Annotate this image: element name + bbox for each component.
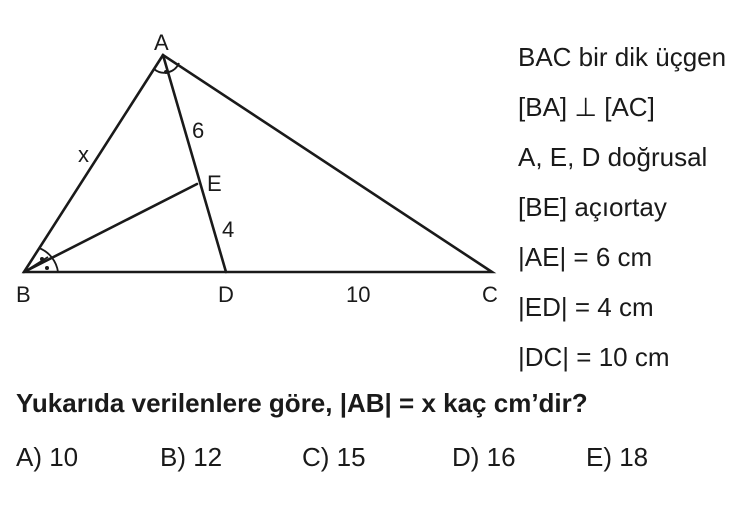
choice-b[interactable]: B) 12 [160,442,223,472]
label-segment-ae: 6 [192,118,205,143]
angle-dot-b1 [40,257,44,261]
label-point-b: B [16,282,31,307]
choice-a[interactable]: A) 10 [16,442,79,472]
given-item: [BE] açıortay [518,192,667,222]
givens-list [518,32,726,382]
label-segment-ed: 4 [222,217,235,242]
answer-choices [16,442,736,478]
question-text: Yukarıda verilenlere göre, |AB| = x kaç cm’dir? [16,388,588,418]
choice-e[interactable]: E) 18 [586,442,649,472]
label-segment-dc: 10 [346,282,371,307]
label-point-d: D [218,282,234,307]
segment-ad [163,55,226,272]
triangle-abc [24,55,492,272]
choice-c[interactable]: C) 15 [302,442,366,472]
angle-dot-a [164,70,168,74]
given-item: A, E, D doğrusal [518,142,708,172]
angle-dot-b2 [45,266,49,270]
given-item: |ED| = 4 cm [518,292,654,322]
given-item: BAC bir dik üçgen [518,42,727,72]
given-item: [BA] ⊥ [AC] [518,92,655,122]
label-point-a: A [154,30,169,55]
bisector-be [24,184,197,272]
label-point-c: C [482,282,498,307]
label-segment-ab: x [78,142,89,167]
given-item: |DC| = 10 cm [518,342,670,372]
triangle-figure [0,0,510,320]
choice-d[interactable]: D) 16 [452,442,516,472]
given-item: |AE| = 6 cm [518,242,653,272]
label-point-e: E [207,171,222,196]
